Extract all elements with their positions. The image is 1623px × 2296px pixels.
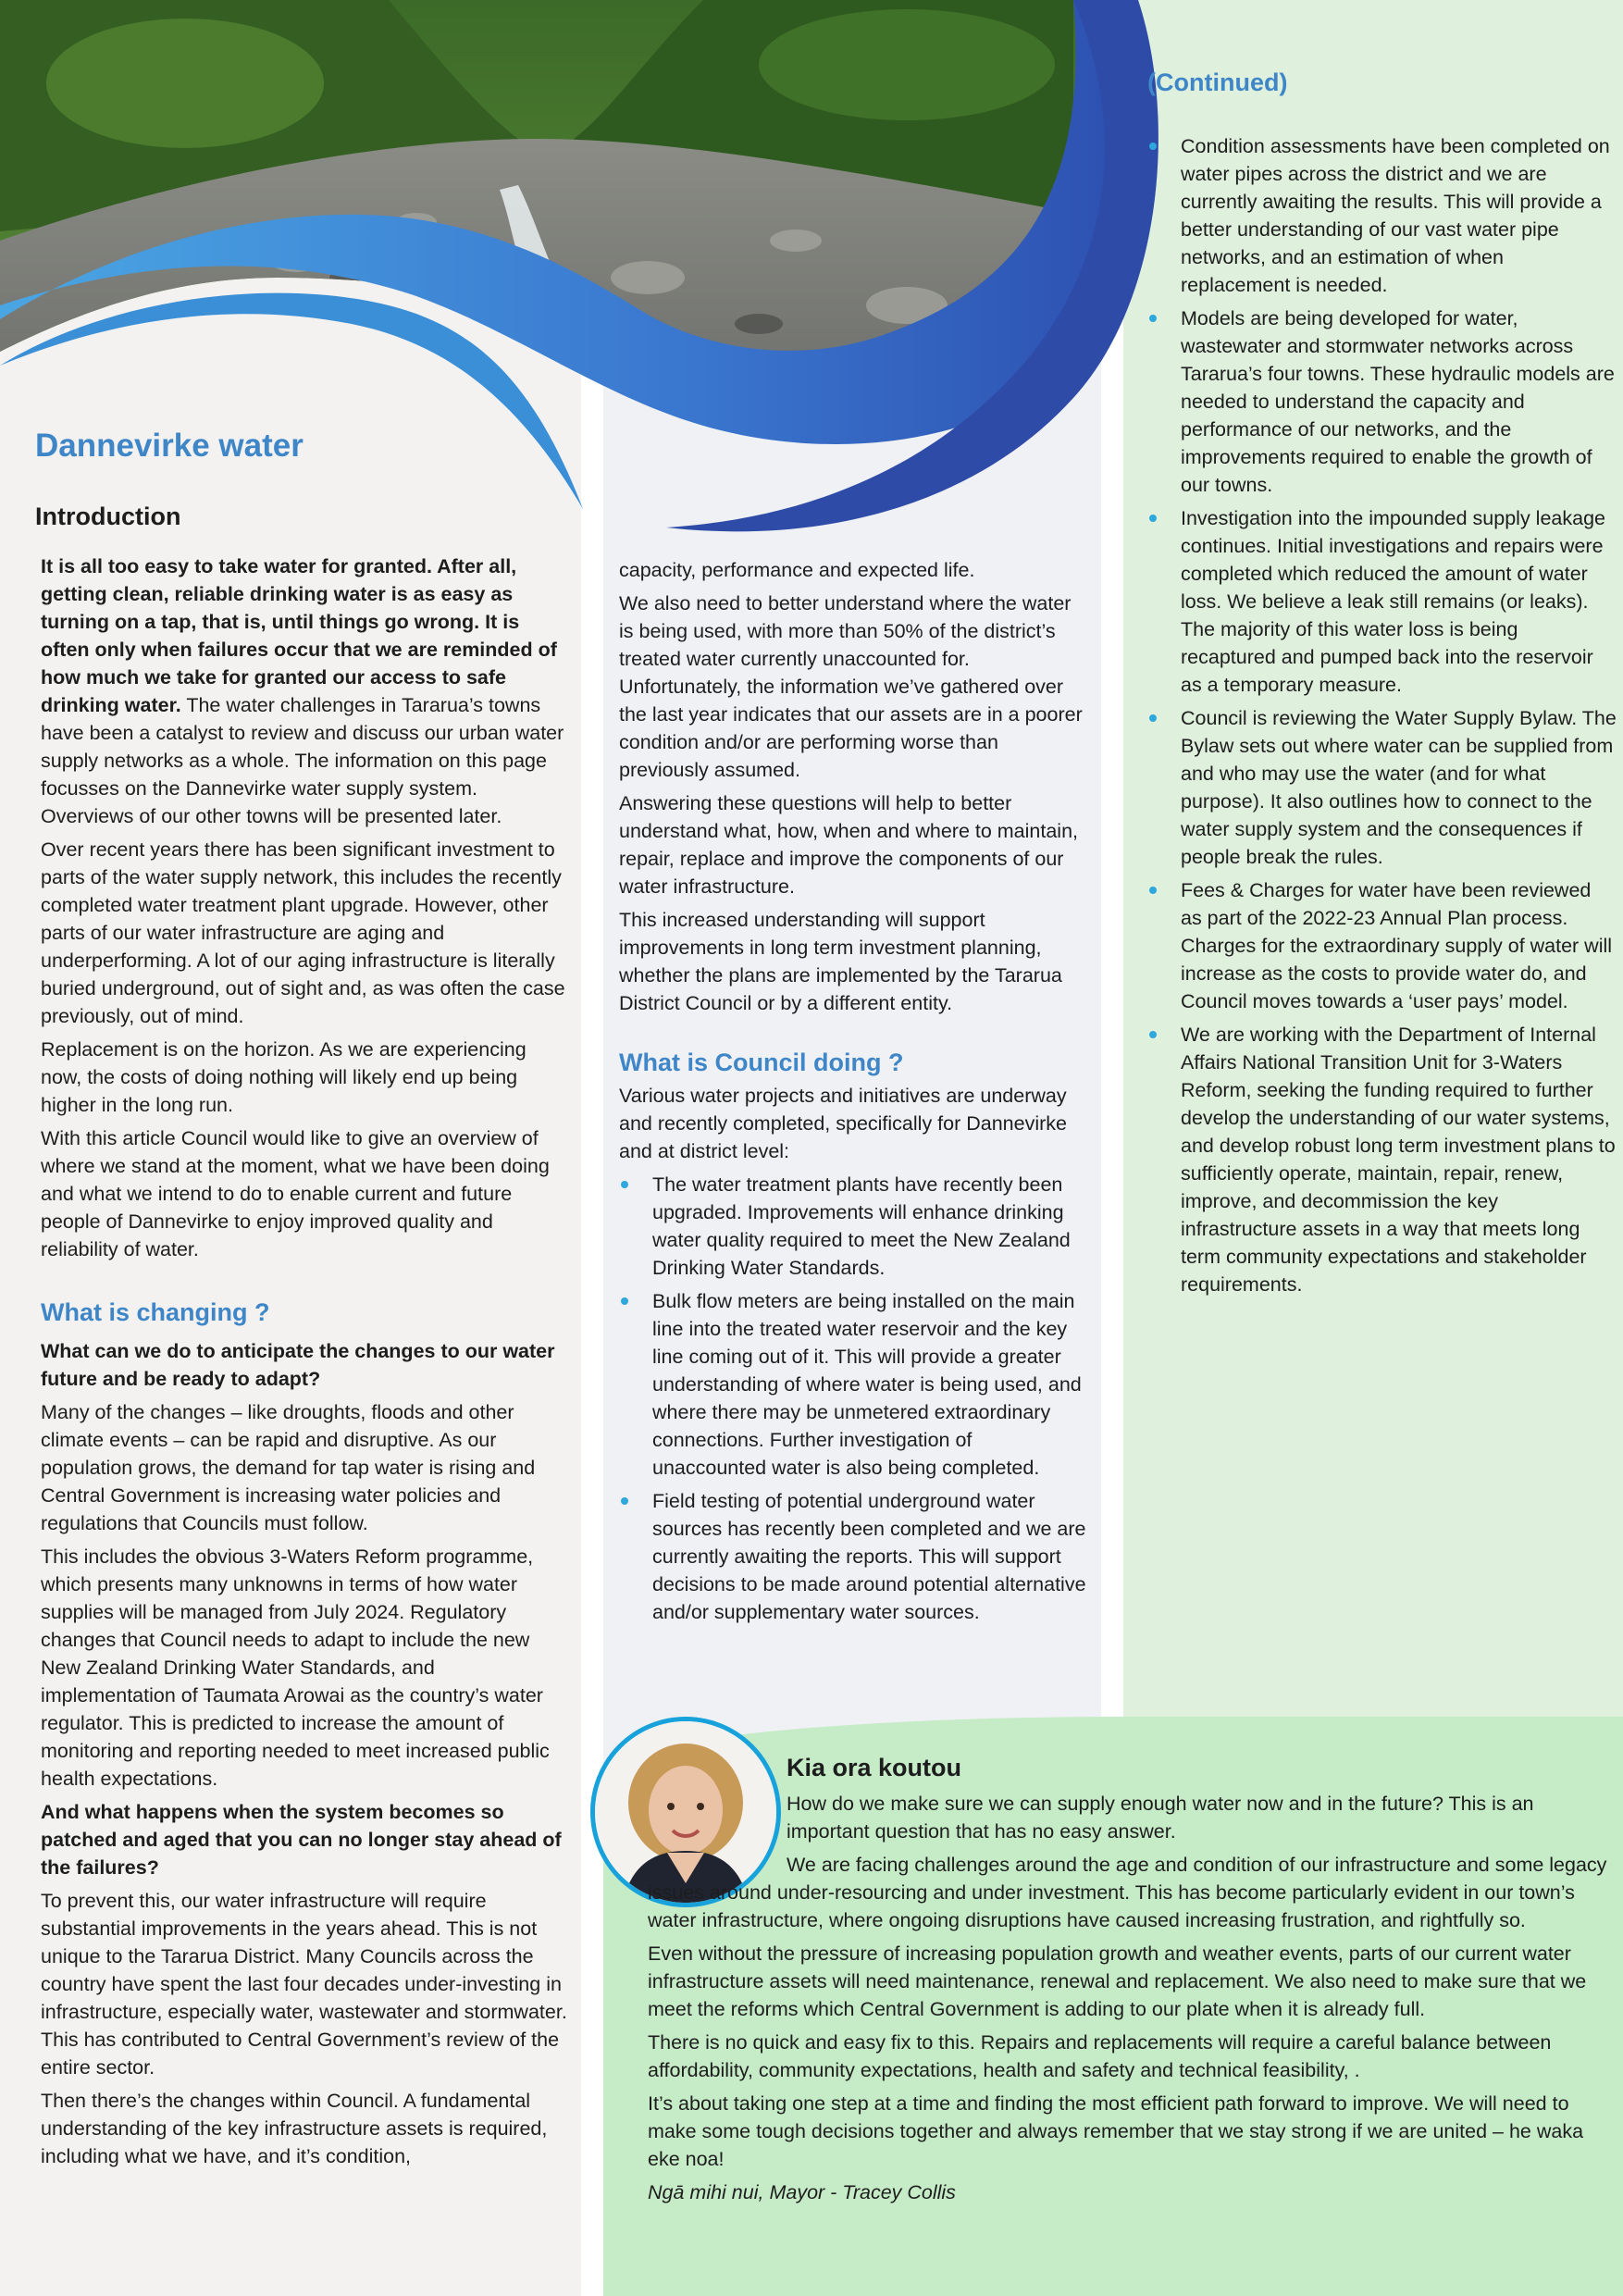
list-item: Investigation into the impounded supply leakage continues. Initial investigations and repairs were completed which reduced the amount of water loss. We believe a leak still remains (or leaks). The majority of this water loss is being recaptured and pumped back into the reservoir as a temporary measure. [1147, 504, 1617, 699]
mayor-challenges-paragraph: We are facing challenges around the age and condition of our infrastructure and some legacy issues around under-resourcing and under investment. This has become particularly evident in our town’s water infrastructure, where ongoing disruptions have caused increasing frustration, and rightfully so. [648, 1854, 1607, 1931]
bullet-icon [1149, 515, 1157, 522]
water-usage-paragraph: We also need to better understand where the water is being used, with more than 50% of the district’s treated water currently unaccounted for. Unfortunately, the information we’ve gathered over the last year indicates that our assets are in a poorer condition and/or are performing worse than previously assumed. [619, 592, 1083, 781]
page-title: Dannevirke water [35, 428, 304, 464]
list-item: Field testing of potential underground water sources has recently been completed and we are currently awaiting the reports. This will support decisions to be made around potential alternative and/or supplementary water sources. [619, 1487, 1086, 1626]
mayor-greeting-heading: Kia ora koutou [787, 1754, 962, 1781]
anticipate-question: What can we do to anticipate the changes to our water future and be ready to adapt? [41, 1340, 555, 1390]
questions-paragraph: Answering these questions will help to better understand what, how, when and where to maintain, repair, replace and improve the components of our water infrastructure. [619, 792, 1079, 898]
bullet-icon [1149, 887, 1157, 894]
overview-paragraph: With this article Council would like to give an overview of where we stand at the moment, what we have been doing and what we intend to do to enable current and future people of Dannevirke to enjoy improved quality and reliability of water. [41, 1127, 550, 1260]
bullet-icon [621, 1181, 628, 1188]
bullet-icon [1149, 315, 1157, 322]
bullet-icon [621, 1297, 628, 1305]
reform-paragraph: This includes the obvious 3-Waters Reform programme, which presents many unknowns in terms of how water supplies will be managed from July 2024. Regulatory changes that Council needs to adapt to include the new New Zealand Drinking Water Standards, and implementation of Taumata Arowai as the country’s water regulator. This is predicted to increase the amount of monitoring and reporting needed to meet increased public health expectations. [41, 1545, 550, 1790]
list-item: Models are being developed for water, wastewater and stormwater networks across Tararua’s four towns. These hydraulic models are needed to understand the capacity and performance of our networks, and the improvements required to enable the growth of our towns. [1147, 304, 1617, 499]
continued-heading: (Continued) [1147, 68, 1288, 96]
replacement-paragraph: Replacement is on the horizon. As we are experiencing now, the costs of doing nothing will likely end up being higher in the long run. [41, 1038, 527, 1116]
continued-projects-list [1147, 132, 1617, 1298]
bullet-icon [621, 1497, 628, 1505]
mayor-pressure-paragraph: Even without the pressure of increasing population growth and weather events, parts of our current water infrastructure assets will need maintenance, renewal and replacement. We also need to make sure that we meet the reforms which Central Government is adding to our plate when it is already full. [648, 1942, 1587, 2020]
introduction-heading: Introduction [35, 503, 181, 530]
list-item: The water treatment plants have recently been upgraded. Improvements will enhance drinking water quality required to meet the New Zealand Drinking Water Standards. [619, 1171, 1086, 1282]
list-item: Bulk flow meters are being installed on the main line into the treated water reservoir and the key line coming out of it. This will provide a greater understanding of where water is being used, and where there may be unmetered extraordinary connections. Further investigation of unaccounted water is also being completed. [619, 1287, 1086, 1482]
left-column-text [41, 552, 572, 2176]
projects-paragraph: Various water projects and initiatives are underway and recently completed, specifically for Dannevirke and at district level: [619, 1085, 1067, 1162]
mayor-fix-paragraph: There is no quick and easy fix to this. Repairs and replacements will require a careful balance between affordability, community expectations, health and safety and technical feasibility, . [648, 2031, 1552, 2081]
list-item: We are working with the Department of Internal Affairs National Transition Unit for 3-Waters Reform, seeking the funding required to further develop the understanding of our water systems, and develop robust long term investment plans to sufficiently operate, maintain, repair, renew, improve, and decommission the key infrastructure assets in a way that meets long term community expectations and stakeholder requirements. [1147, 1021, 1617, 1298]
council-projects-list [619, 1171, 1086, 1626]
investment-paragraph: Over recent years there has been significant investment to parts of the water supply network, this includes the recently completed water treatment plant upgrade. However, other parts of our water infrastructure are aging and underperforming. A lot of our aging infrastructure is literally buried underground, out of sight and, as was often the case previously, out of mind. [41, 838, 565, 1027]
list-item: Condition assessments have been completed on water pipes across the district and we are currently awaiting the results. This will provide a better understanding of our vast water pipe networks, and an estimation of when replacement is needed. [1147, 132, 1617, 299]
bullet-icon [1149, 143, 1157, 150]
changes-paragraph: Many of the changes – like droughts, floods and other climate events – can be rapid and disruptive. As our population grows, the demand for tap water is rising and Central Government is increasing water policies and regulations that Councils must follow. [41, 1401, 536, 1534]
capacity-paragraph: capacity, performance and expected life. [619, 559, 975, 581]
middle-column-text [619, 556, 1086, 1632]
understanding-paragraph: This increased understanding will support improvements in long term investment planning, whether the plans are implemented by the Tararua District Council or by a different entity. [619, 909, 1062, 1014]
failures-question: And what happens when the system becomes so patched and aged that you can no longer stay ahead of the failures? [41, 1801, 562, 1879]
lead-paragraph [41, 552, 572, 830]
lead-bold-text: It is all too easy to take water for granted. After all, getting clean, reliable drinking water is as easy as turning on a tap, that is, until things go wrong. It is often only when failures occur that we are reminded of how much we take for granted our access to safe drinking water. [41, 555, 557, 716]
lead-rest-text: The water challenges in Tararua’s towns have been a catalyst to review and discuss our urban water supply networks as a whole. The information on this page focusses on the Dannevirke water supply system. Overviews of our other towns will be presented later. [41, 694, 564, 827]
what-is-council-doing-heading: What is Council doing ? [619, 1049, 904, 1076]
what-is-changing-heading: What is changing ? [41, 1298, 270, 1326]
right-column-text [1147, 132, 1617, 1304]
prevent-paragraph: To prevent this, our water infrastructure will require substantial improvements in the years ahead. This is not unique to the Tararua District. Many Councils across the country have spent the last four decades under-investing in infrastructure, especially water, wastewater and stormwater. This has contributed to Central Government’s review of the entire sector. [41, 1890, 567, 2079]
mayor-question-paragraph: How do we make sure we can supply enough water now and in the future? This is an important question that has no easy answer. [787, 1793, 1534, 1843]
list-item: Council is reviewing the Water Supply Bylaw. The Bylaw sets out where water can be supplied from and who may use the water (and for what purpose). It also outlines how to connect to the water supply system and the consequences if people break the rules. [1147, 704, 1617, 871]
council-changes-paragraph: Then there’s the changes within Council. A fundamental understanding of the key infrastructure assets is required, including what we have, and it’s condition, [41, 2090, 548, 2167]
bullet-icon [1149, 714, 1157, 722]
list-item: Fees & Charges for water have been reviewed as part of the 2022-23 Annual Plan process. Charges for the extraordinary supply of water will increase as the costs to provide water do, and Council moves towards a ‘user pays’ model. [1147, 876, 1617, 1015]
mayor-steps-paragraph: It’s about taking one step at a time and finding the most efficient path forward to improve. We will need to make some tough decisions together and always remember that we stay strong if we are united – he waka eke noa! [648, 2092, 1584, 2170]
bullet-icon [1149, 1031, 1157, 1038]
mayor-signoff: Ngā mihi nui, Mayor - Tracey Collis [648, 2181, 956, 2203]
